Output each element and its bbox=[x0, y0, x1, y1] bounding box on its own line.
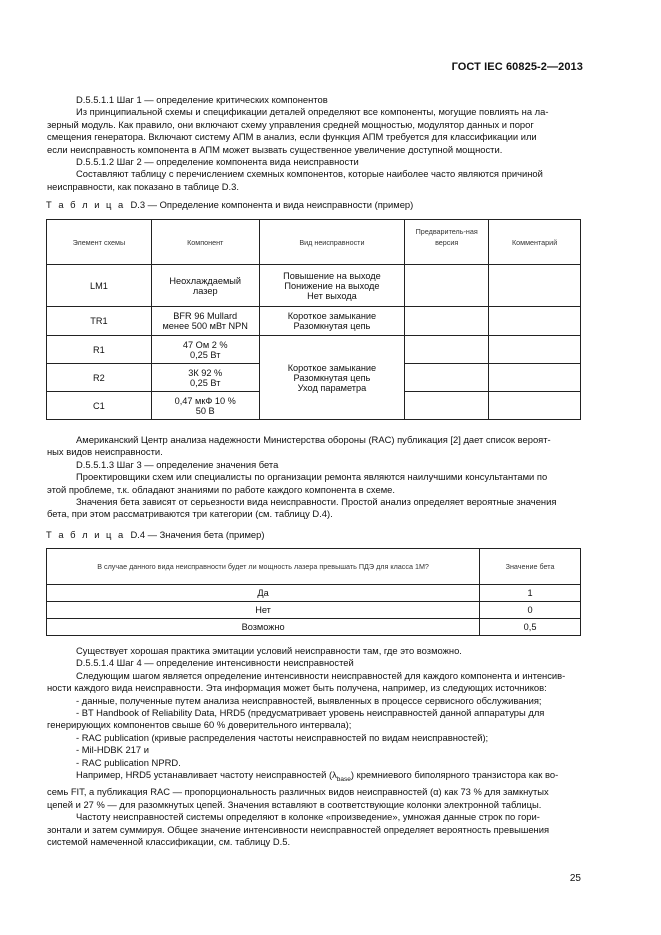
table-caption-prefix: Т а б л и ц а bbox=[46, 199, 126, 210]
text-line: бета, при этом рассматриваются три категории (см. таблицу D.4). bbox=[47, 508, 333, 520]
column-header: В случае данного вида неисправности будет ли мощность лазера превышать ПДЭ для класса 1М? bbox=[47, 549, 480, 585]
list-item: - Mil-HDBK 217 и bbox=[76, 744, 149, 756]
hrd5-text bbox=[47, 769, 581, 848]
cell-element: R1 bbox=[47, 336, 152, 364]
cell-component: 3К 92 % 0,25 Вт bbox=[151, 364, 259, 392]
text-line: Проектировщики схем или специалисты по организации ремонта являются наилучшими консультантами по bbox=[76, 471, 548, 483]
table-d3 bbox=[46, 219, 581, 420]
text-line: генерирующих компонентов свыше 60 % доверительного интервала); bbox=[47, 719, 352, 731]
cell-preliminary bbox=[405, 336, 489, 364]
cell-beta: 1 bbox=[480, 585, 581, 602]
cell-comment bbox=[489, 364, 581, 392]
document-header: ГОСТ IEC 60825-2—2013 bbox=[451, 61, 583, 73]
step-3-text bbox=[47, 434, 581, 521]
table-caption-text: D.4 — Значения бета (пример) bbox=[130, 529, 265, 540]
text-line: Из принципиальной схемы и спецификации деталей определяют все компоненты, могущие повлиять на ла- bbox=[76, 106, 549, 118]
cell-answer: Возможно bbox=[47, 619, 480, 636]
text-line: системой намеченной классификации, см. таблицу D.5. bbox=[47, 835, 291, 847]
table-d4-caption bbox=[46, 529, 265, 540]
table-row bbox=[47, 336, 581, 364]
cell-beta: 0,5 bbox=[480, 619, 581, 636]
column-header: Вид неисправности bbox=[259, 220, 405, 265]
column-header: Элемент схемы bbox=[47, 220, 152, 265]
cell-failure-merged: Короткое замыкание Разомкнутая цепь Уход параметра bbox=[259, 336, 405, 420]
table-row bbox=[47, 265, 581, 307]
cell-beta: 0 bbox=[480, 602, 581, 619]
page-number: 25 bbox=[569, 873, 581, 884]
text-line: Американский Центр анализа надежности Министерства обороны (RAC) публикация [2] дает список вероят- bbox=[76, 434, 551, 445]
text-line: D.5.5.1.3 Шаг 3 — определение значения бета bbox=[76, 458, 279, 470]
table-caption-prefix: Т а б л и ц а bbox=[46, 529, 126, 540]
text-line: Частоту неисправностей системы определяют в колонке «произведение», умножая данные строк по гори- bbox=[76, 811, 540, 823]
table-row bbox=[47, 307, 581, 336]
text-line: цепей и 27 % — для разомкнутых цепей. Значения вставляют в соответствующие колонки электронной таблицы. bbox=[47, 798, 542, 810]
steps-1-2-text bbox=[47, 94, 581, 193]
cell-answer: Да bbox=[47, 585, 480, 602]
cell-comment bbox=[489, 336, 581, 364]
cell-answer: Нет bbox=[47, 602, 480, 619]
list-item: - RAC publication (кривые распределения частоты неисправностей по видам неисправностей); bbox=[76, 731, 489, 743]
cell-comment bbox=[489, 392, 581, 420]
column-header: Предваритель-ная версия bbox=[405, 220, 489, 265]
cell-comment bbox=[489, 307, 581, 336]
cell-component: Неохлаждаемый лазер bbox=[151, 265, 259, 307]
cell-component: BFR 96 Mullard менее 500 мВт NPN bbox=[151, 307, 259, 336]
table-row bbox=[47, 602, 581, 619]
text-line: Следующим шагом является определение интенсивности неисправностей для каждого компонента и интенсив- bbox=[76, 669, 566, 681]
cell-failure: Короткое замыкание Разомкнутая цепь bbox=[259, 307, 405, 336]
text-line: зонтали и затем суммируя. Общее значение интенсивности неисправностей определяет вероятность превышения bbox=[47, 823, 550, 835]
cell-preliminary bbox=[405, 265, 489, 307]
text-line: этой проблеме, т.к. обладают знаниями по работе каждого компонента в схеме. bbox=[47, 483, 395, 495]
cell-comment bbox=[489, 265, 581, 307]
cell-component: 47 Ом 2 % 0,25 Вт bbox=[151, 336, 259, 364]
cell-element: R2 bbox=[47, 364, 152, 392]
column-header: Значение бета bbox=[480, 549, 581, 585]
text-line: Значения бета зависят от серьезности вида неисправности. Простой анализ определяет вероятные значения bbox=[76, 496, 557, 508]
cell-preliminary bbox=[405, 392, 489, 420]
text-line: Существует хорошая практика эмитации условий неисправности там, где это возможно. bbox=[76, 645, 462, 656]
table-caption-text: D.3 — Определение компонента и вида неисправности (пример) bbox=[130, 199, 414, 210]
text-line: Составляют таблицу с перечислением схемных компонентов, которые наиболее часто являются причиной bbox=[76, 168, 543, 180]
cell-element: C1 bbox=[47, 392, 152, 420]
text-line: D.5.5.1.4 Шаг 4 — определение интенсивности неисправностей bbox=[76, 657, 354, 669]
cell-failure: Повышение на выходе Понижение на выходе Нет выхода bbox=[259, 265, 405, 307]
text-line: семь FIT, а публикация RAC — пропорциональность различных видов неисправностей (α) как 73 % для замкнутых bbox=[47, 786, 549, 798]
cell-preliminary bbox=[405, 364, 489, 392]
table-row bbox=[47, 619, 581, 636]
text-line: если неисправность компонента в АПМ может вызвать существенное увеличение доступной мощности. bbox=[47, 143, 503, 155]
cell-preliminary bbox=[405, 307, 489, 336]
text-line: неисправности, как показано в таблице D.3. bbox=[47, 180, 239, 192]
text-line: ности каждого вида неисправности. Эта информация может быть получена, например, из следующих источников: bbox=[47, 682, 547, 694]
text-line: Например, HRD5 устанавливает частоту неисправностей $(\lambda_{base})$ кремниевого биполярного транзистора как во- bbox=[76, 769, 559, 783]
cell-element: TR1 bbox=[47, 307, 152, 336]
table-d4 bbox=[46, 548, 581, 636]
list-item: - данные, полученные путем анализа неисправностей, выявленных в процессе сервисного обслуживания; bbox=[76, 694, 542, 706]
column-header: Компонент bbox=[151, 220, 259, 265]
cell-component: 0,47 мкФ 10 % 50 В bbox=[151, 392, 259, 420]
text-line: ных видов неисправности. bbox=[47, 446, 163, 458]
text-line: D.5.5.1.1 Шаг 1 — определение критических компонентов bbox=[76, 94, 328, 105]
step-4-text bbox=[47, 645, 581, 769]
cell-element: LM1 bbox=[47, 265, 152, 307]
table-row bbox=[47, 585, 581, 602]
table-d3-caption bbox=[46, 199, 413, 210]
text-line: D.5.5.1.2 Шаг 2 — определение компонента вида неисправности bbox=[76, 156, 359, 168]
text-line: смещения генератора. Включают систему АПМ в анализ, если функция АПМ требуется для классификации или bbox=[47, 131, 537, 143]
text-line: зерный модуль. Как правило, они включают схему управления средней мощностью, модулятор данных и порог bbox=[47, 118, 534, 130]
column-header: Комментарий bbox=[489, 220, 581, 265]
list-item: - RAC publication NPRD. bbox=[76, 756, 181, 768]
list-item: - BT Handbook of Reliability Data, HRD5 (предусматривает уровень неисправностей данной аппаратуры для bbox=[76, 707, 545, 719]
